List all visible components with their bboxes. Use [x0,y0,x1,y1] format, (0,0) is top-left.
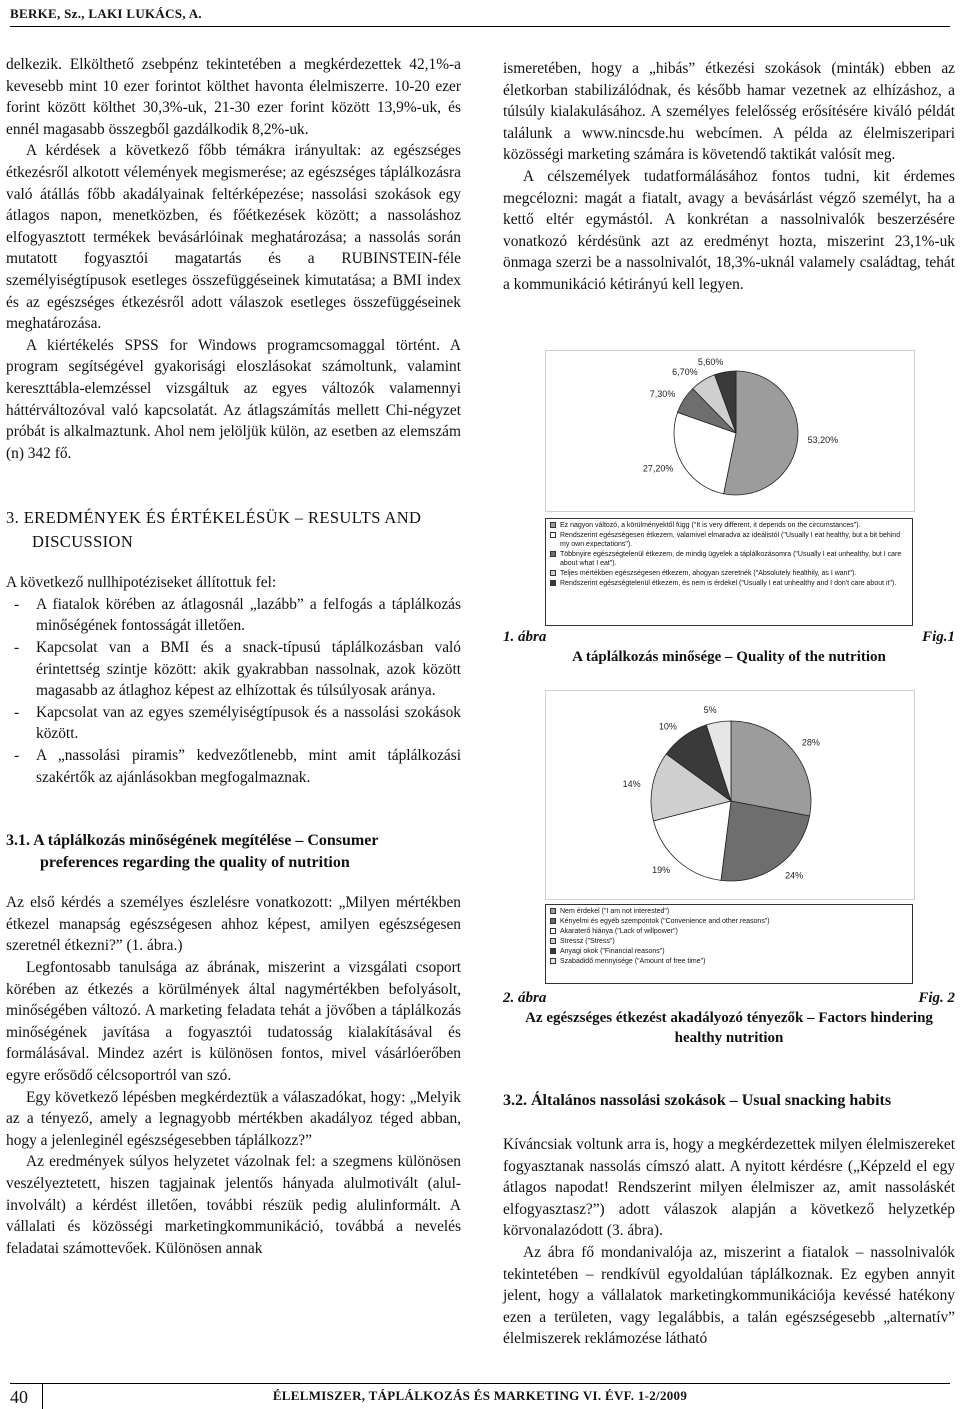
figure-2-label: 2. ábra [503,990,547,1006]
legend-label: Stressz ("Stress") [560,938,615,945]
figure-2-label-en: Fig. 2 [918,990,955,1006]
pie-slice-label: 53,20% [807,435,839,446]
legend-swatch [550,551,556,557]
paragraph: A célszemélyek tudatformálásához fontos tudni, kit érdemes megcélozni: magát a fiatalt, avagy a bevásárlást végző személyt, ha a kettő eltér egymástól. A konkrétan a nassolnivalók beszerzésére vonatkozó kérdésünk azt az eredményt hozta, miszerint 23,1%-uk önmaga szerzi be a nassolnivalót, 18,3%-uknál valamely családtag, tehát a kommunikáció kétirányú kell legyen. [503,167,955,293]
legend-label: Ez nagyon változó, a körülményektől függ ("It is very different, it depends on the circumstances"). [560,522,861,529]
paragraph: delkezik. Elkölthető zsebpénz tekintetében a megkérdezettek 42,1%-a kevesebb mint 10 ezer forintot költhet havonta élelmiszerre. 10-20 ezer forint között költhet 30,3%-uk, 21-30 ezer forint között 13,9%-uk, és ennél magasabb összegből gazdálkodik 8,2%-uk. [6,56,461,138]
legend-label: Rendszerint egészségesen étkezem, valamivel elmaradva az ideálistól ("Usually I eat healthy, but a bit behind my own expectations"). [560,532,901,548]
legend-label: Nem érdekel ("I am not interested") [560,908,670,915]
legend-swatch [550,532,556,538]
paragraph: Kíváncsiak voltunk arra is, hogy a megkérdezettek milyen élelmiszereket fogyasztanak nassolás címszó alatt. A nyitott kérdésre („Képzeld el egy átlagos napodat! Rendszerint milyen élelmiszer az, amit nassoláskét elfogyasztasz?”) adott válaszok alapján a következő helyzetkép körvonalazódott (3. ábra). [503,1136,955,1240]
footer-rule [10,1383,950,1384]
legend-label: Többnyire egészségtelenül étkezem, de mindig ügyelek a táplálkozásomra ("Usually I eat unhealthy, but I care about what I eat"). [560,551,902,567]
figure-1-legend [545,518,913,626]
figure-1-caption [503,627,955,667]
figure-2-pie-chart [546,691,916,901]
pie-slice-label: 6,70% [672,367,698,378]
legend-swatch [550,948,556,954]
figure-2-chart-area [545,690,915,900]
paragraph: A kérdések a következő főbb témákra irányultak: az egészséges étkezésről alkotott vélemények megismerése; az egészséges táplálkozásra való átállás főbb akadályainak feltérképezése; nassolási szokások egy átlagos napon, menetközben, és főétkezések között; a nassoláshoz elfogyasztott termékek bevásárlóinak meghatározása; a nassolás során mutatott fogyasztói magatartás és a RUBINSTEIN-féle személyiségtípusok esetleges összefüggéseinek kimutatása; a BMI index és az egészséges étkezésről adott válaszok esetleges összefüggéseinek meghatározása. [6,142,461,333]
right-column-bottom [503,1090,955,1350]
paragraph: Egy következő lépésben megkérdeztük a válaszadókat, hogy: „Melyik az a tényező, amely a legnagyobb mértékben akadályoz téged abban, hogy a jelenleginél egészségesebben táplálkozz?” [6,1088,461,1149]
pie-slice-label: 7,30% [649,389,676,400]
legend-swatch [550,928,556,934]
running-head: BERKE, Sz., LAKI LUKÁCS, A. [10,6,202,21]
list-item: - Kapcsolat van az egyes személyiségtípusok és a nassolási szokások között. [6,702,461,745]
legend-item [550,569,908,578]
legend-item [550,937,908,946]
pie-slice [731,721,811,816]
pie-slice-label: 19% [652,865,671,876]
legend-item [550,907,908,916]
figure-1-label: 1. ábra [503,629,547,645]
list-item: - Kapcsolat van a BMI és a snack-típusú táplálkozásban való érintettség szintje között: akik gyakrabban nassolnak, azok között magasabb az átlaghoz képest az elhízottak és túlsúlyosak aránya. [6,637,461,702]
pie-slice-label: 28% [801,737,820,748]
legend-label: Anyagi okok ("Financial reasons") [560,948,665,955]
right-column-top [503,58,955,296]
legend-label: Kényelmi és egyéb szempontok ("Convenience and other reasons") [560,918,770,925]
paragraph: Legfontosabb tanulsága az ábrának, miszerint a vizsgálati csoport körében az étkezés a körülmények által nagymértékben befolyásolt, minőségében változó. A marketing feladata tehát a jövőben a táplálkozás minőségének javítása a fogyasztói tudatosság kialakításával és formálásával. Mindez azért is különösen fontos, mivel vásárlóerőben egyre erősödő célcsoportról van szó. [6,959,461,1084]
legend-label: Akaraterő hiánya ("Lack of willpower") [560,928,678,935]
figure-2-title-line-1: Az egészséges étkezést akadályozó tényezők – Factors hindering [525,1010,933,1026]
legend-swatch [550,918,556,924]
figure-2-legend [545,904,913,984]
paragraph: Az első kérdés a személyes észlelésre vonatkozott: „Milyen mértékben étkezel manapság egészségesen ahhoz képest, amilyen egészségesen szeretnél étkezni?” (1. ábra.) [6,894,461,955]
figure-1-pie-chart [546,351,916,513]
pie-slice-label: 5% [703,705,717,716]
paragraph: Az eredmények súlyos helyzetet vázolnak fel: a szegmens különösen veszélyeztetett, hiszen tagjainak jelentős hányada alulmotivált (alul-involvált) a kérdést illetően, további részük pedig alulinformált. A vállalati és közösségi marketingkommunikáció, továbbá a nevelés feladatai számottevőek. Különösen annak [6,1153,461,1257]
legend-item [550,927,908,936]
subsection-3-1-line-1: 3.1. A táplálkozás minőségének megítélése – Consumer [6,832,379,850]
legend-item [550,531,908,549]
legend-label: Rendszerint egészségtelenül étkezem, és nem is érdekel ("Usually I eat unhealthy and I don't care about it"). [560,580,897,587]
paragraph: ismeretében, hogy a „hibás” étkezési szokások (minták) ebben az életkorban stabilizálódnak, és később hamar vezetnek az elhízáshoz, a túlsúly kialakulásához. A személyes felelősség erősítésére kiváló példát találunk a www.nincsde.hu webcímen. A példa az élelmiszeripari közösségi marketing számára is követendő taktikát valósít meg. [503,60,955,164]
figure-1-label-en: Fig.1 [922,629,955,645]
figure-2-caption [503,988,955,1048]
legend-swatch [550,938,556,944]
figure-1-title: A táplálkozás minősége – Quality of the nutrition [572,649,886,665]
legend-swatch [550,522,556,528]
hypothesis-intro: A következő nullhipotéziseket állítottuk fel: [6,574,277,592]
pie-slice-label: 5,60% [697,357,724,368]
legend-item [550,521,908,530]
legend-item [550,917,908,926]
section-3-heading [6,506,461,554]
subsection-3-2-heading: 3.2. Általános nassolási szokások – Usual snacking habits [503,1092,892,1109]
figure-1-chart-area [545,350,915,512]
subsection-3-1-line-2: preferences regarding the quality of nutrition [40,854,350,872]
legend-swatch [550,908,556,914]
pie-slice-label: 10% [658,721,677,732]
pie-slice-label: 27,20% [642,463,674,474]
left-column [6,54,461,1259]
legend-label: Teljes mértékben egészségesen étkezem, ahogyan szeretnék ("Absolutely healthily, as I want"). [560,570,857,577]
subsection-3-1-heading [6,830,461,874]
paragraph: A kiértékelés SPSS for Windows programcsomaggal történt. A program segítségével gyakorisági eloszlásokat számoltunk, valamint kereszttábla-elemzéssel vizsgáltuk az egyes változók valamennyi háttérváltozóval való kapcsolatát. Az átlagszámítás mellett Chi-négyzet próbát is alkalmaztunk. Ahol nem jelöljük külön, az esetben az elemszám (n) 342 fő. [6,336,461,462]
header-rule [10,26,950,27]
legend-swatch [550,958,556,964]
legend-item [550,947,908,956]
legend-item [550,579,908,588]
paragraph: Az ábra fő mondanivalója az, miszerint a fiatalok – nassolnivalók tekintetében – rendkívül egyoldalúan táplálkoznak. Ez egyben annyit jelent, hogy a vállalatok marketingkommunikációja kevéssé hatékony ezen a területen, vagy legalábbis, a talán egészségesebb „alternatív” élelmiszerek reklámozése látható [503,1243,955,1348]
hypothesis-list [6,594,461,788]
legend-swatch [550,570,556,576]
list-item: - A „nassolási piramis” kedvezőtlenebb, mint amit táplálkozási szakértők az ajánlásokban megfogalmaznak. [6,745,461,788]
legend-item [550,957,908,966]
figure-2-title-line-2: healthy nutrition [674,1030,784,1046]
legend-label: Szabadidő mennyisége ("Amount of free time") [560,958,706,965]
pie-slice-label: 14% [622,778,641,789]
legend-swatch [550,580,556,586]
list-item: - A fiatalok körében az átlagosnál „lazább” a felfogás a táplálkozás minőségének fontosságát illetően. [6,594,461,637]
legend-item [550,550,908,568]
journal-footer: ÉLELMISZER, TÁPLÁLKOZÁS ÉS MARKETING VI. ÉVF. 1-2/2009 [272,1388,688,1403]
pie-slice-label: 24% [785,870,804,881]
section-3-heading-line-2: DISCUSSION [32,532,134,552]
page-number: 40 [10,1387,28,1407]
section-3-heading-line-1: 3. EREDMÉNYEK ÉS ÉRTÉKELÉSÜK – RESULTS AND [6,508,422,528]
